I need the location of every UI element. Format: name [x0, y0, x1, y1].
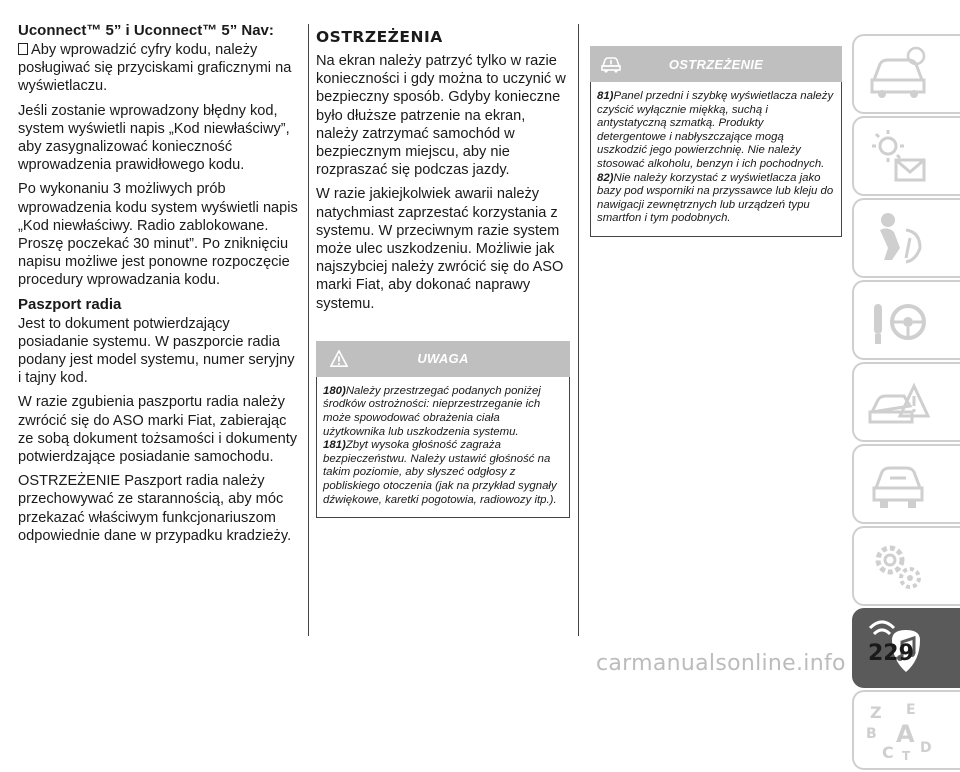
technical-gear-icon	[866, 536, 930, 596]
middle-column	[316, 28, 570, 518]
note-item: 180)Należy przestrzegać podanych poniżej środków ostrożności: nieprzestrzeganie ich może spowodować obrażenia ciała użytkownika lub uszkodzenia systemu.	[323, 384, 541, 438]
index-letter: T	[902, 749, 911, 762]
index-letter: B	[866, 726, 877, 742]
page-number: 229	[868, 641, 914, 666]
caution-box-body	[316, 377, 570, 518]
tab-index[interactable]	[852, 690, 960, 770]
warning-box-body	[590, 82, 842, 237]
maintenance-icon	[866, 454, 930, 514]
tab-technical-data[interactable]	[852, 526, 960, 606]
paragraph: W razie jakiejkolwiek awarii należy natychmiast zaprzestać korzystania z systemu. W przeciwnym razie system może ulec uszkodzeniu. Możliwie jak najszybciej należy zwrócić się do ASO marki Fiat, aby dokonać naprawy systemu.	[316, 186, 564, 312]
tab-maintenance[interactable]	[852, 444, 960, 524]
tab-car-info[interactable]	[852, 34, 960, 114]
note-item: 82)Nie należy korzystać z wyświetlacza jako bazy pod wsporniki na przyssawce lub kleju do nawigacji zewnętrznych lub urządzeń typu smartfon i tym podobnych.	[597, 171, 834, 225]
paragraph: Jeśli zostanie wprowadzony błędny kod, system wyświetli napis „Kod niewłaściwy”, aby zasygnalizować konieczność wprowadzenia prawidłowego kodu.	[18, 102, 290, 174]
warning-box	[590, 46, 842, 237]
watermark: carmanualsonline.info	[596, 651, 846, 676]
tab-warning-lights[interactable]	[852, 116, 960, 196]
caution-box-header	[316, 341, 570, 377]
paragraph: OSTRZEŻENIE Paszport radia należy przechowywać ze starannością, aby móc przekazać właściwym funkcjonariuszom odpowiednie dane w przypadku kradzieży.	[18, 473, 292, 544]
index-icon	[866, 700, 936, 762]
car-warning-icon	[600, 54, 622, 74]
paragraph: W razie zgubienia paszportu radia należy zwrócić się do ASO marki Fiat, zabierając ze sobą dokument tożsamości i dokumenty potwierdzające posiadanie samochodu.	[18, 394, 298, 466]
index-letter: A	[896, 720, 915, 748]
paragraph: Jest to dokument potwierdzający posiadanie systemu. W paszporcie radia podany jest model systemu, numer seryjny i tajny kod.	[18, 315, 295, 387]
section-heading: Paszport radia	[18, 295, 122, 313]
airbag-safety-icon	[866, 208, 930, 268]
index-letter: Z	[870, 703, 882, 722]
tab-safety[interactable]	[852, 198, 960, 278]
index-letter: D	[920, 740, 932, 756]
index-letter: C	[882, 743, 894, 762]
tab-key-steering[interactable]	[852, 280, 960, 360]
warning-label: OSTRZEŻENIE	[668, 56, 764, 72]
paragraph: Na ekran należy patrzyć tylko w razie konieczności i gdy można to uczynić w bezpieczny sposób. Gdyby konieczne było dłuższe patrzenie na ekran, należy zatrzymać samochód w bezpiecznym miejscu, aby nie rozpraszać się podczas jazdy.	[316, 53, 566, 179]
column-divider	[578, 24, 579, 636]
note-item: 81)Panel przedni i szybkę wyświetlacza należy czyścić wyłącznie miękką, suchą i antystatyczną szmatką. Produkty detergentowe i nabłyszczające mogą uszkodzić jego powierzchnię. Nie należy stosować alkoholu, benzyn i ich pochodnych.	[597, 90, 834, 170]
left-column	[18, 22, 300, 551]
note-item: 181)Zbyt wysoka głośność zagraża bezpieczeństwu. Należy ustawić głośność na takim poziomie, aby słyszeć odgłosy z pobliskiego otoczenia (jak na przykład sygnały dźwiękowe, karetki pogotowia, radiowozy itp.).	[323, 439, 557, 506]
emergency-icon	[866, 372, 930, 432]
tab-emergency[interactable]	[852, 362, 960, 442]
paragraph: Po wykonaniu 3 możliwych prób wprowadzenia kodu system wyświetli napis „Kod niewłaściwy. Radio zablokowane. Proszę poczekać 30 minut”. Po zniknięciu napisu możliwe jest ponowne rozpoczęcie procedury wprowadzania kodu.	[18, 181, 298, 289]
index-letter: E	[906, 702, 916, 718]
right-column	[590, 46, 842, 237]
key-steering-icon	[866, 290, 930, 350]
car-info-icon	[866, 44, 930, 104]
caution-box	[316, 341, 570, 518]
warning-lights-icon	[866, 126, 930, 186]
column-divider	[308, 24, 309, 636]
caution-label: UWAGA	[417, 351, 469, 367]
paragraph: Aby wprowadzić cyfry kodu, należy posługiwać się przyciskami graficznymi na wyświetlaczu.	[18, 42, 292, 95]
warning-triangle-icon	[330, 350, 348, 368]
section-heading: Uconnect™ 5” i Uconnect™ 5” Nav:	[18, 22, 274, 39]
warning-box-header	[590, 46, 842, 82]
warnings-title: OSTRZEŻENIA	[316, 28, 443, 46]
checkbox-icon	[18, 43, 28, 55]
